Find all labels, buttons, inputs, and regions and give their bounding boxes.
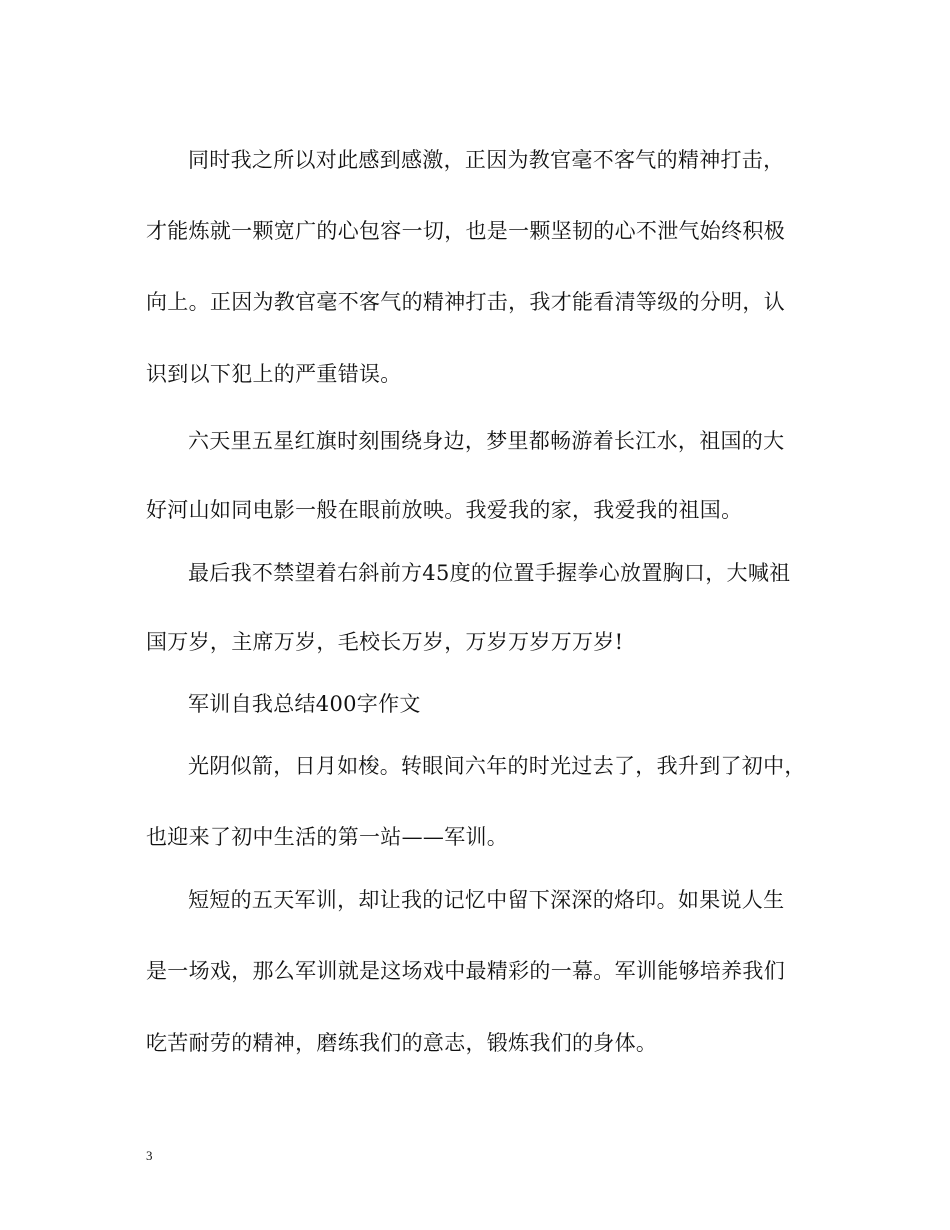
section-heading: 军训自我总结400字作文 [188,692,421,716]
paragraph-6-line-1: 短短的五天军训，却让我的记忆中留下深深的烙印。如果说人生 [188,888,785,912]
paragraph-5-line-1: 光阴似箭，日月如梭。转眼间六年的时光过去了，我升到了初中， [188,754,806,778]
page-number: 3 [146,1148,153,1163]
paragraph-1-line-1: 同时我之所以对此感到感激，正因为教官毫不客气的精神打击， [188,148,785,172]
paragraph-1-line-3: 向上。正因为教官毫不客气的精神打击，我才能看清等级的分明，认 [146,290,785,314]
paragraph-3-line-2: 国万岁，主席万岁，毛校长万岁，万岁万岁万万岁! [146,630,624,654]
paragraph-3-line-1: 最后我不禁望着右斜前方45度的位置手握拳心放置胸口，大喊祖 [188,561,791,585]
paragraph-1-line-2: 才能炼就一颗宽广的心包容一切，也是一颗坚韧的心不泄气始终积极 [146,219,785,243]
paragraph-6-line-2: 是一场戏，那么军训就是这场戏中最精彩的一幕。军训能够培养我们 [146,959,785,983]
paragraph-2-line-1: 六天里五星红旗时刻围绕身边，梦里都畅游着长江水，祖国的大 [188,429,785,453]
paragraph-2-line-2: 好河山如同电影一般在眼前放映。我爱我的家，我爱我的祖国。 [146,498,743,522]
paragraph-5-line-2: 也迎来了初中生活的第一站——军训。 [146,825,509,849]
paragraph-6-line-3: 吃苦耐劳的精神，磨练我们的意志，锻炼我们的身体。 [146,1031,658,1055]
paragraph-1-line-4: 识到以下犯上的严重错误。 [146,362,402,386]
